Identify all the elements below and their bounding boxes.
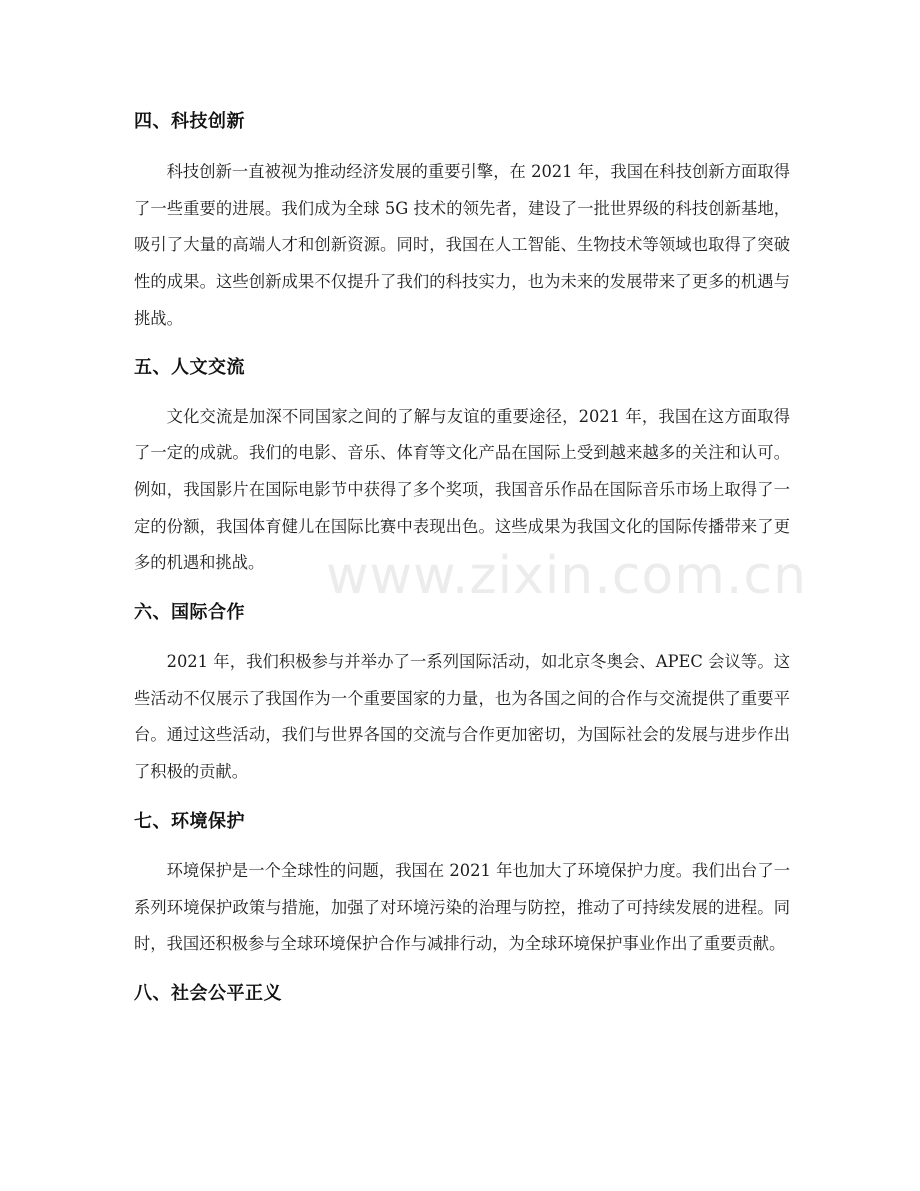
section-heading: 四、科技创新 — [134, 111, 245, 132]
document-body — [134, 104, 790, 1012]
section-tech-innovation — [134, 104, 790, 338]
section-heading: 七、环境保护 — [134, 810, 245, 832]
section-heading: 五、人文交流 — [134, 356, 245, 378]
section-cultural-exchange — [134, 350, 790, 583]
section-heading: 六、国际合作 — [134, 602, 245, 624]
section-social-justice — [134, 976, 790, 1012]
section-heading: 八、社会公平正义 — [134, 982, 282, 1004]
section-paragraph: 2021 年，我们积极参与并举办了一系列国际活动，如北京冬奥会、APEC 会议等。这些活动不仅展示了我国作为一个重要国家的力量，也为各国之间的合作与交流提供了重要平台。通过这些活动，我们与世界各国的交流与合作更加密切，为国际社会的发展与进步作出了积极的贡献。 — [134, 652, 790, 782]
section-international-cooperation — [134, 595, 790, 791]
section-paragraph: 环境保护是一个全球性的问题，我国在 2021 年也加大了环境保护力度。我们出台了一系列环境保护政策与措施，加强了对环境污染的治理与防控，推动了可持续发展的进程。同时，我国还积极参与全球环境保护合作与减排行动，为全球环境保护事业作出了重要贡献。 — [134, 860, 790, 954]
section-paragraph: 文化交流是加深不同国家之间的了解与友谊的重要途径，2021 年，我国在这方面取得了一定的成就。我们的电影、音乐、体育等文化产品在国际上受到越来越多的关注和认可。例如，我国影片在国际电影节中获得了多个奖项，我国音乐作品在国际音乐市场上取得了一定的份额，我国体育健儿在国际比赛中表现出色。这些成果为我国文化的国际传播带来了更多的机遇和挑战。 — [134, 406, 790, 573]
section-paragraph: 科技创新一直被视为推动经济发展的重要引擎，在 2021 年，我国在科技创新方面取得了一些重要的进展。我们成为全球 5G 技术的领先者，建设了一批世界级的科技创新基地，吸引了大量的高端人才和创新资源。同时，我国在人工智能、生物技术等领域也取得了突破性的成果。这些创新成果不仅提升了我们的科技实力，也为未来的发展带来了更多的机遇与挑战。 — [134, 162, 790, 328]
watermark-text: www.zixin.com.cn — [326, 546, 807, 606]
section-environmental-protection — [134, 804, 790, 963]
